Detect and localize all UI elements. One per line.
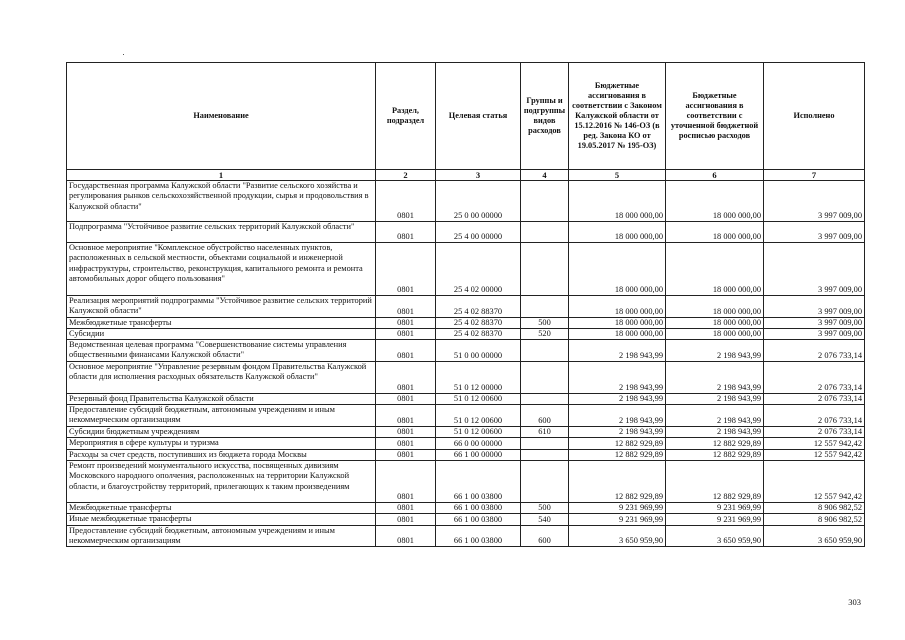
row-name: Мероприятия в сфере культуры и туризма xyxy=(67,438,376,449)
table-row xyxy=(67,340,865,362)
row-group xyxy=(521,460,569,502)
row-target: 66 1 00 03800 xyxy=(436,502,521,513)
row-executed: 3 997 009,00 xyxy=(764,328,865,339)
row-section: 0801 xyxy=(376,328,436,339)
row-target: 25 4 02 88370 xyxy=(436,328,521,339)
row-law-allocation: 9 231 969,99 xyxy=(569,502,666,513)
row-name: Предоставление субсидий бюджетным, автономным учреждениям и иным некоммерческим организациям xyxy=(67,405,376,427)
row-executed: 2 076 733,14 xyxy=(764,361,865,393)
row-section: 0801 xyxy=(376,438,436,449)
table-row xyxy=(67,525,865,547)
column-number: 3 xyxy=(436,170,521,181)
row-executed: 2 076 733,14 xyxy=(764,340,865,362)
table-row xyxy=(67,405,865,427)
row-law-allocation: 2 198 943,99 xyxy=(569,340,666,362)
row-executed: 12 557 942,42 xyxy=(764,449,865,460)
table-row xyxy=(67,243,865,296)
row-group xyxy=(521,438,569,449)
row-law-allocation: 2 198 943,99 xyxy=(569,393,666,404)
row-section: 0801 xyxy=(376,460,436,502)
row-group: 500 xyxy=(521,317,569,328)
row-section: 0801 xyxy=(376,361,436,393)
row-group xyxy=(521,393,569,404)
table-row xyxy=(67,181,865,222)
row-target: 66 1 00 03800 xyxy=(436,525,521,547)
row-target: 51 0 12 00600 xyxy=(436,393,521,404)
row-name: Межбюджетные трансферты xyxy=(67,317,376,328)
row-section: 0801 xyxy=(376,405,436,427)
table-row xyxy=(67,427,865,438)
row-section: 0801 xyxy=(376,317,436,328)
header-refined-allocations: Бюджетные ассигнования в соответствии с уточненной бюджетной росписью расходов xyxy=(666,63,764,170)
table-row xyxy=(67,438,865,449)
row-refined-allocation: 2 198 943,99 xyxy=(666,405,764,427)
row-name: Иные межбюджетные трансферты xyxy=(67,514,376,525)
row-target: 51 0 12 00600 xyxy=(436,405,521,427)
table-row xyxy=(67,460,865,502)
row-group xyxy=(521,243,569,296)
budget-table xyxy=(66,62,865,547)
row-group xyxy=(521,340,569,362)
row-section: 0801 xyxy=(376,181,436,222)
row-refined-allocation: 18 000 000,00 xyxy=(666,222,764,243)
row-group xyxy=(521,181,569,222)
row-target: 25 4 02 88370 xyxy=(436,296,521,318)
row-law-allocation: 3 650 959,90 xyxy=(569,525,666,547)
column-number: 6 xyxy=(666,170,764,181)
row-executed: 3 997 009,00 xyxy=(764,222,865,243)
row-group: 600 xyxy=(521,405,569,427)
row-law-allocation: 12 882 929,89 xyxy=(569,460,666,502)
row-executed: 3 997 009,00 xyxy=(764,243,865,296)
row-section: 0801 xyxy=(376,525,436,547)
row-law-allocation: 2 198 943,99 xyxy=(569,427,666,438)
header-target: Целевая статья xyxy=(436,63,521,170)
row-refined-allocation: 2 198 943,99 xyxy=(666,340,764,362)
row-name: Государственная программа Калужской области "Развитие сельского хозяйства и регулирования рынков сельскохозяйственной продукции, сырья и продовольствия в Калужской области" xyxy=(67,181,376,222)
row-target: 66 1 00 03800 xyxy=(436,514,521,525)
row-section: 0801 xyxy=(376,449,436,460)
row-law-allocation: 18 000 000,00 xyxy=(569,222,666,243)
row-group: 540 xyxy=(521,514,569,525)
row-law-allocation: 18 000 000,00 xyxy=(569,296,666,318)
table-row xyxy=(67,361,865,393)
row-refined-allocation: 18 000 000,00 xyxy=(666,243,764,296)
row-name: Основное мероприятие "Управление резервным фондом Правительства Калужской области для исполнения расходных обязательств Калужской области" xyxy=(67,361,376,393)
column-number-row xyxy=(67,170,865,181)
page-number: 303 xyxy=(848,597,861,607)
row-group: 500 xyxy=(521,502,569,513)
row-executed: 2 076 733,14 xyxy=(764,427,865,438)
row-refined-allocation: 18 000 000,00 xyxy=(666,317,764,328)
row-target: 66 0 00 00000 xyxy=(436,438,521,449)
row-group: 610 xyxy=(521,427,569,438)
row-refined-allocation: 2 198 943,99 xyxy=(666,393,764,404)
row-name: Субсидии бюджетным учреждениям xyxy=(67,427,376,438)
row-law-allocation: 18 000 000,00 xyxy=(569,328,666,339)
column-number: 2 xyxy=(376,170,436,181)
row-refined-allocation: 2 198 943,99 xyxy=(666,427,764,438)
row-target: 25 4 02 88370 xyxy=(436,317,521,328)
row-group: 600 xyxy=(521,525,569,547)
row-refined-allocation: 9 231 969,99 xyxy=(666,514,764,525)
row-law-allocation: 18 000 000,00 xyxy=(569,317,666,328)
row-refined-allocation: 18 000 000,00 xyxy=(666,328,764,339)
column-number: 5 xyxy=(569,170,666,181)
row-law-allocation: 2 198 943,99 xyxy=(569,405,666,427)
row-name: Реализация мероприятий подпрограммы "Устойчивое развитие сельских территорий Калужской области" xyxy=(67,296,376,318)
table-row xyxy=(67,296,865,318)
row-section: 0801 xyxy=(376,514,436,525)
row-group xyxy=(521,449,569,460)
row-group xyxy=(521,222,569,243)
row-section: 0801 xyxy=(376,393,436,404)
row-law-allocation: 12 882 929,89 xyxy=(569,438,666,449)
row-refined-allocation: 12 882 929,89 xyxy=(666,460,764,502)
header-name: Наименование xyxy=(67,63,376,170)
row-executed: 3 650 959,90 xyxy=(764,525,865,547)
row-law-allocation: 18 000 000,00 xyxy=(569,243,666,296)
header-executed: Исполнено xyxy=(764,63,865,170)
row-name: Основное мероприятие "Комплексное обустройство населенных пунктов, расположенных в сельской местности, объектами социальной и инженерной инфраструктуры, строительство, реконструкция, капитального ремонта и ремонта автомобильных дорог общего пользования" xyxy=(67,243,376,296)
row-section: 0801 xyxy=(376,296,436,318)
row-target: 25 4 00 00000 xyxy=(436,222,521,243)
row-target: 66 1 00 00000 xyxy=(436,449,521,460)
row-name: Подпрограмма "Устойчивое развитие сельских территорий Калужской области" xyxy=(67,222,376,243)
row-executed: 12 557 942,42 xyxy=(764,460,865,502)
row-refined-allocation: 3 650 959,90 xyxy=(666,525,764,547)
table-row xyxy=(67,502,865,513)
row-section: 0801 xyxy=(376,427,436,438)
row-refined-allocation: 9 231 969,99 xyxy=(666,502,764,513)
row-law-allocation: 2 198 943,99 xyxy=(569,361,666,393)
column-number: 4 xyxy=(521,170,569,181)
row-section: 0801 xyxy=(376,222,436,243)
row-target: 51 0 12 00600 xyxy=(436,427,521,438)
row-group xyxy=(521,361,569,393)
header-row xyxy=(67,63,865,170)
row-executed: 3 997 009,00 xyxy=(764,317,865,328)
row-refined-allocation: 12 882 929,89 xyxy=(666,438,764,449)
row-name: Предоставление субсидий бюджетным, автономным учреждениям и иным некоммерческим организациям xyxy=(67,525,376,547)
row-executed: 8 906 982,52 xyxy=(764,502,865,513)
row-executed: 8 906 982,52 xyxy=(764,514,865,525)
row-name: Субсидии xyxy=(67,328,376,339)
row-executed: 3 997 009,00 xyxy=(764,296,865,318)
row-refined-allocation: 12 882 929,89 xyxy=(666,449,764,460)
row-law-allocation: 12 882 929,89 xyxy=(569,449,666,460)
scan-mark xyxy=(123,54,124,55)
row-law-allocation: 18 000 000,00 xyxy=(569,181,666,222)
row-target: 51 0 12 00000 xyxy=(436,361,521,393)
row-refined-allocation: 18 000 000,00 xyxy=(666,296,764,318)
row-section: 0801 xyxy=(376,340,436,362)
row-group xyxy=(521,296,569,318)
row-name: Расходы за счет средств, поступивших из бюджета города Москвы xyxy=(67,449,376,460)
column-number: 7 xyxy=(764,170,865,181)
row-law-allocation: 9 231 969,99 xyxy=(569,514,666,525)
row-name: Межбюджетные трансферты xyxy=(67,502,376,513)
table-row xyxy=(67,393,865,404)
header-section: Раздел, подраздел xyxy=(376,63,436,170)
table-row xyxy=(67,222,865,243)
row-name: Ведомственная целевая программа "Совершенствование системы управления общественными финансами Калужской области" xyxy=(67,340,376,362)
row-target: 66 1 00 03800 xyxy=(436,460,521,502)
row-name: Ремонт произведений монументального искусства, посвященных дивизиям Московского народного ополчения, расположенных на территории Калужской области, и благоустройству территорий, прилегающих к таким произведениям xyxy=(67,460,376,502)
row-section: 0801 xyxy=(376,502,436,513)
row-target: 51 0 00 00000 xyxy=(436,340,521,362)
table-row xyxy=(67,514,865,525)
row-refined-allocation: 2 198 943,99 xyxy=(666,361,764,393)
row-group: 520 xyxy=(521,328,569,339)
row-executed: 2 076 733,14 xyxy=(764,393,865,404)
row-target: 25 4 02 00000 xyxy=(436,243,521,296)
row-executed: 2 076 733,14 xyxy=(764,405,865,427)
row-refined-allocation: 18 000 000,00 xyxy=(666,181,764,222)
table-row xyxy=(67,328,865,339)
row-name: Резервный фонд Правительства Калужской области xyxy=(67,393,376,404)
header-law-allocations: Бюджетные ассигнования в соответствии с Законом Калужской области от 15.12.2016 № 146-ОЗ (в ред. Закона КО от 19.05.2017 № 195-ОЗ) xyxy=(569,63,666,170)
column-number: 1 xyxy=(67,170,376,181)
row-executed: 3 997 009,00 xyxy=(764,181,865,222)
table-row xyxy=(67,449,865,460)
row-section: 0801 xyxy=(376,243,436,296)
row-target: 25 0 00 00000 xyxy=(436,181,521,222)
header-group: Группы и подгруппы видов расходов xyxy=(521,63,569,170)
row-executed: 12 557 942,42 xyxy=(764,438,865,449)
table-row xyxy=(67,317,865,328)
